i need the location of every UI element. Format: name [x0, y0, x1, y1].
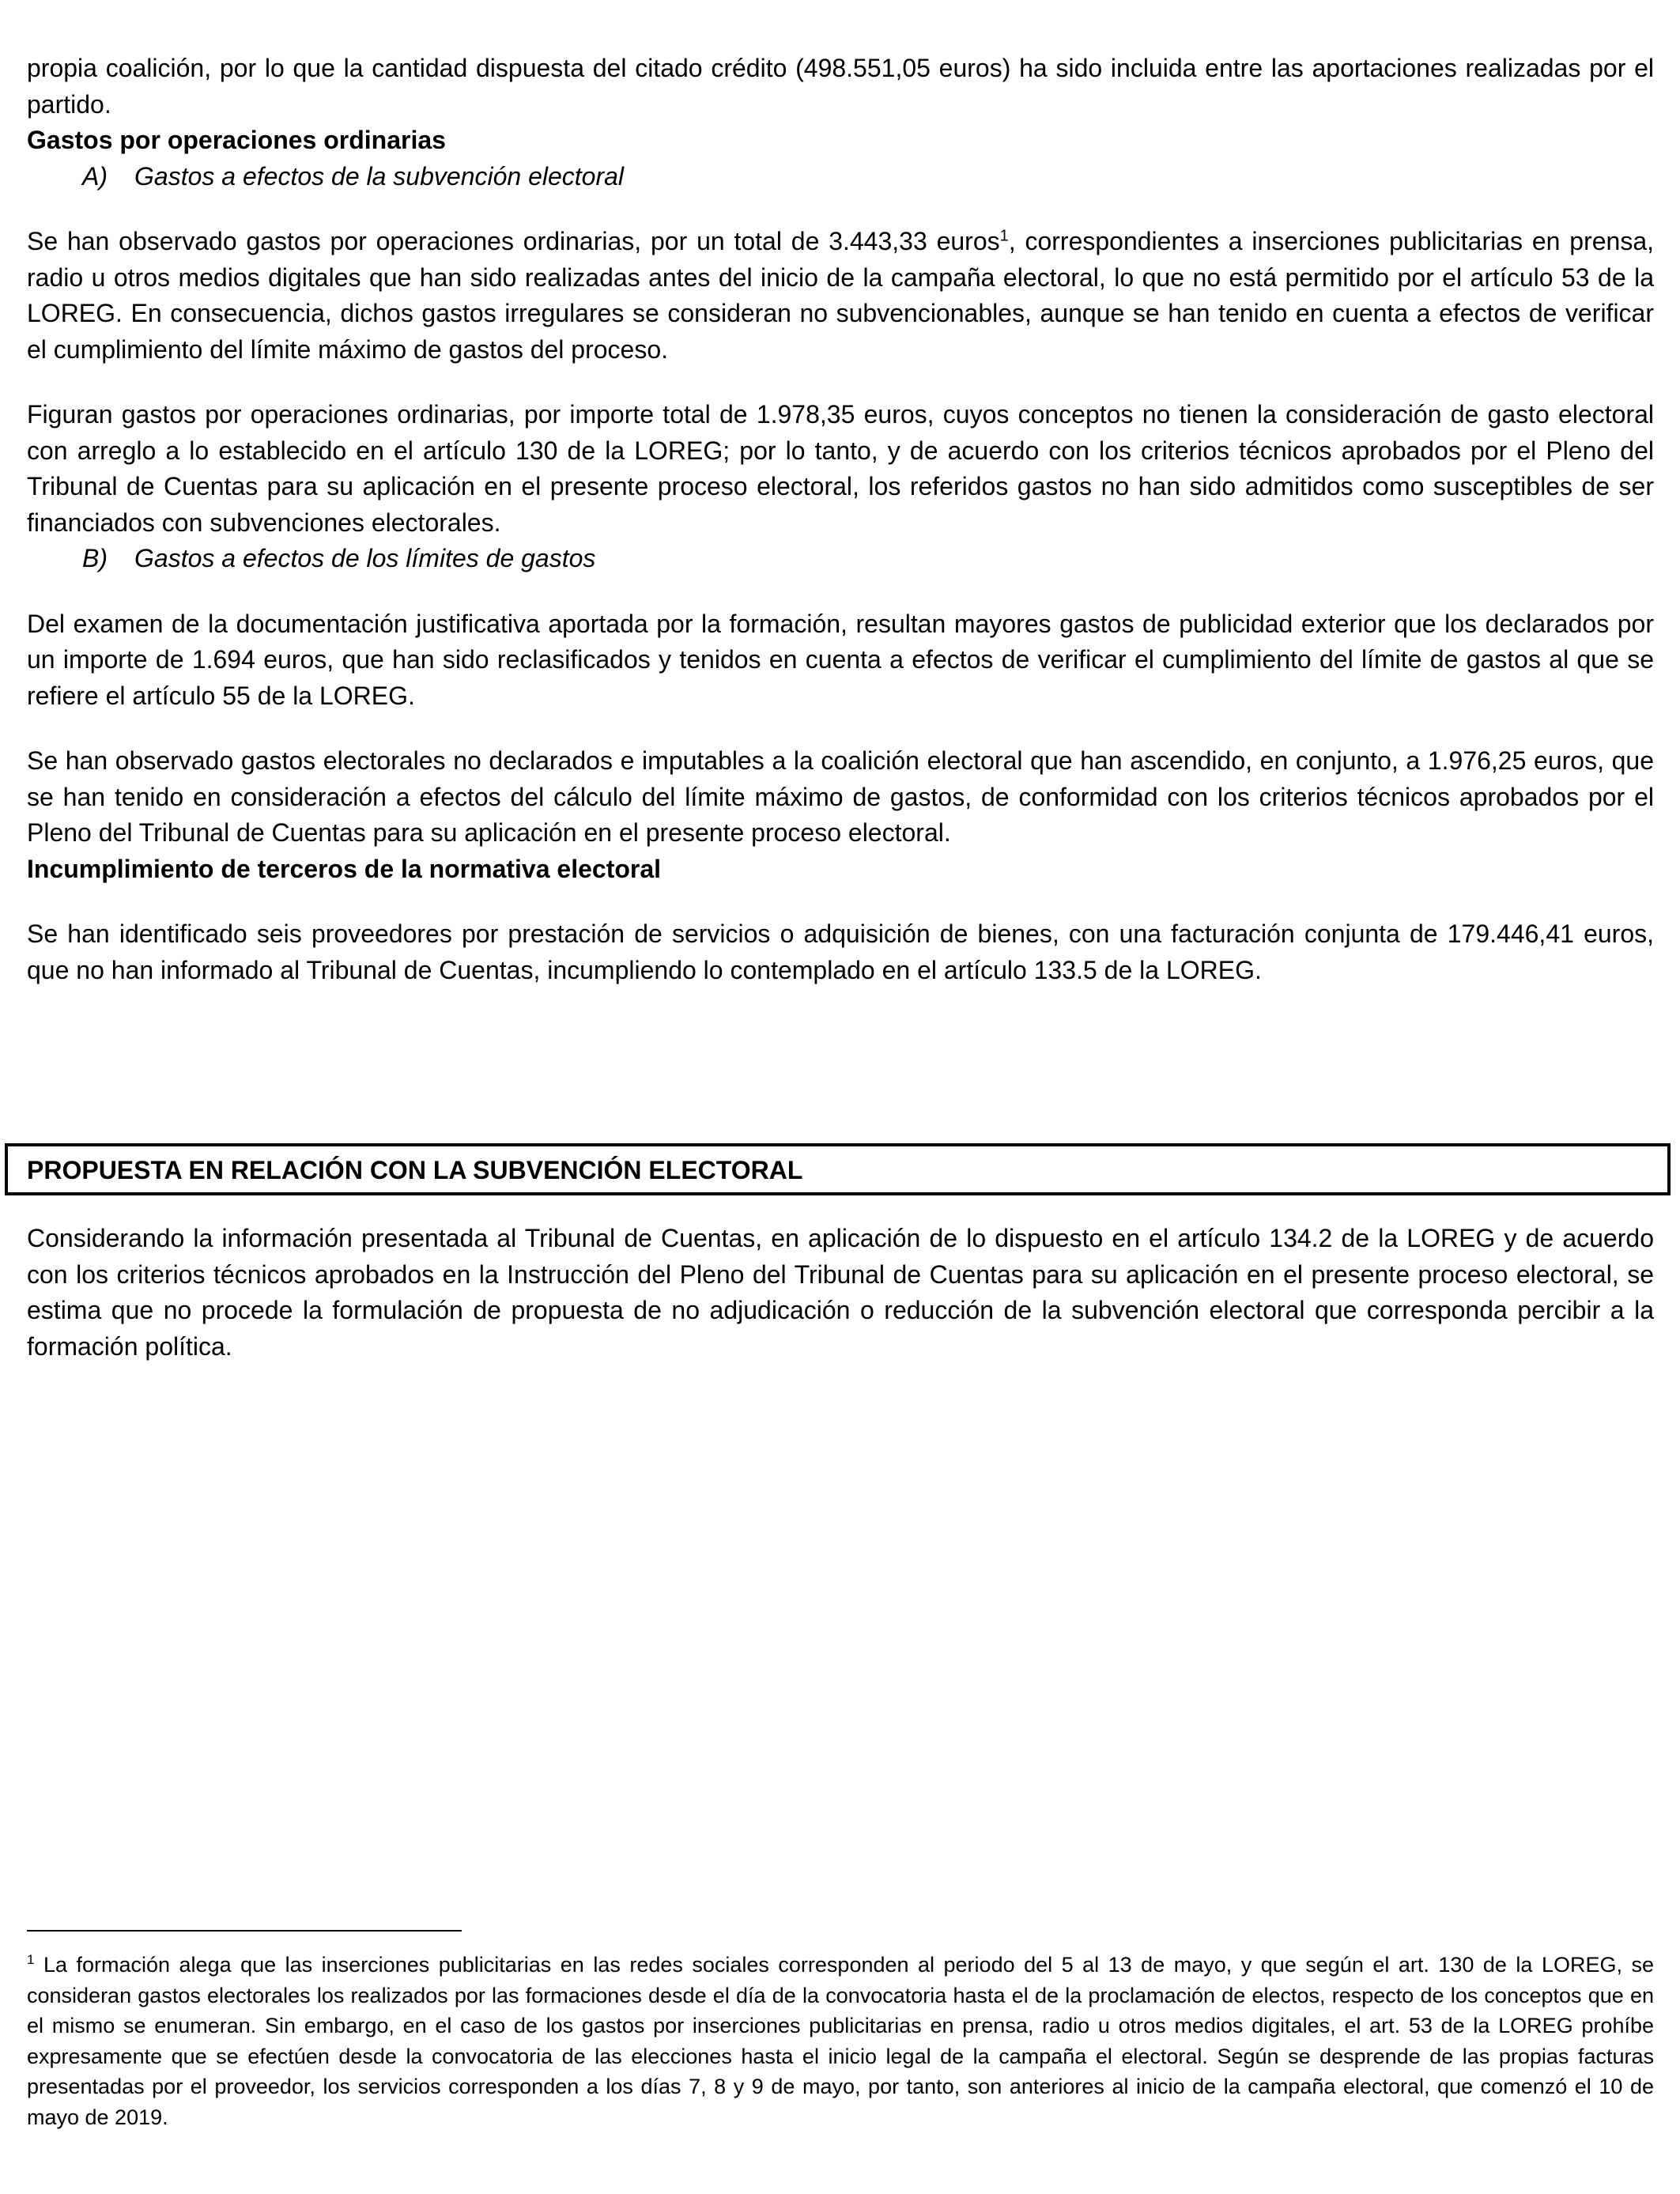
- paragraph-text: Se han observado gastos por operaciones ordinarias, por un total de 3.443,33 euros: [27, 227, 1000, 255]
- paragraph-irregular-expenses: [27, 224, 1654, 368]
- paragraph-suppliers: Se han identificado seis proveedores por prestación de servicios o adquisición de bienes, con una facturación conjunta de 179.446,41 euros, que no han informado al Tribunal de Cuentas, incumpliendo lo contemplado en el artículo 133.5 de la LOREG.: [27, 920, 1654, 984]
- paragraph-text: , correspondientes a inserciones publicitarias en prensa, radio u otros medios digitales que han sido realizadas antes del inicio de la campaña electoral, lo que no está permitido por el artículo 53 de la LOREG. En consecuencia, dichos gastos irregulares se consideran no subvencionables, aunque se han tenido en cuenta a efectos de verificar el cumplimiento del límite máximo de gastos del proceso.: [27, 227, 1654, 364]
- paragraph-coalition-credit: propia coalición, por lo que la cantidad dispuesta del citado crédito (498.551,05 euros) ha sido incluida entre las aportaciones realizadas por el partido.: [27, 54, 1654, 119]
- footnote: [27, 1950, 1654, 2132]
- paragraph-outdoor-advertising: Del examen de la documentación justificativa aportada por la formación, resultan mayores gastos de publicidad exterior que los declarados por un importe de 1.694 euros, que han sido reclasificados y tenidos en cuenta a efectos de verificar el cumplimiento del límite de gastos al que se refiere el artículo 55 de la LOREG.: [27, 609, 1654, 710]
- paragraph-non-eligible-expenses: Figuran gastos por operaciones ordinarias, por importe total de 1.978,35 euros, cuyos conceptos no tienen la consideración de gasto electoral con arreglo a lo establecido en el artículo 130 de la LOREG; por lo tanto, y de acuerdo con los criterios técnicos aprobados por el Pleno del Tribunal de Cuentas para su aplicación en el presente proceso electoral, los referidos gastos no han sido admitidos como susceptibles de ser financiados con subvenciones electorales.: [27, 400, 1654, 537]
- boxed-section-heading: [5, 1143, 1671, 1195]
- subheading-subsidy-purposes: [27, 159, 1654, 195]
- section-heading-ordinary-expenses: Gastos por operaciones ordinarias: [27, 126, 446, 154]
- paragraph-undeclared-expenses: Se han observado gastos electorales no declarados e imputables a la coalición electoral que han ascendido, en conjunto, a 1.976,25 euros, que se han tenido en consideración a efectos del cálculo del límite máximo de gastos, de conformidad con los criterios técnicos aprobados por el Pleno del Tribunal de Cuentas para su aplicación en el presente proceso electoral.: [27, 746, 1654, 847]
- subheading-letter: A): [82, 161, 108, 191]
- paragraph-proposal: Considerando la información presentada al Tribunal de Cuentas, en aplicación de lo dispuesto en el artículo 134.2 de la LOREG y de acuerdo con los criterios técnicos aprobados en la Instrucción del Pleno del Tribunal de Cuentas para su aplicación en el presente proceso electoral, se estima que no procede la formulación de propuesta de no adjudicación o reducción de la subvención electoral que corresponda percibir a la formación política.: [27, 1224, 1654, 1361]
- section-heading-third-party-noncompliance: Incumplimiento de terceros de la normativa electoral: [27, 854, 662, 883]
- footnote-text: La formación alega que las inserciones publicitarias en las redes sociales corresponden al periodo del 5 al 13 de mayo, y que según el art. 130 de la LOREG, se consideran gastos electorales los realizados por las formaciones desde el día de la convocatoria hasta el de la proclamación de electos, respecto de los conceptos que en el mismo se enumeran. Sin embargo, en el caso de los gastos por inserciones publicitarias en prensa, radio u otros medios digitales, el art. 53 de la LOREG prohíbe expresamente que se efectúen desde la convocatoria de las elecciones hasta el inicio legal de la campaña el electoral. Según se desprende de las propias facturas presentadas por el proveedor, los servicios corresponden a los días 7, 8 y 9 de mayo, por tanto, son anteriores al inicio de la campaña electoral, que comenzó el 10 de mayo de 2019.: [27, 1953, 1654, 2129]
- boxed-heading-text: PROPUESTA EN RELACIÓN CON LA SUBVENCIÓN ELECTORAL: [27, 1156, 803, 1184]
- document-body: [27, 51, 1654, 988]
- subheading-text: Gastos a efectos de los límites de gastos: [134, 544, 596, 572]
- footnote-mark: 1: [27, 1952, 35, 1967]
- footnote-separator: [27, 1930, 462, 1932]
- footnote-reference: 1: [999, 227, 1009, 245]
- subheading-expense-limits: [27, 541, 1654, 577]
- subheading-text: Gastos a efectos de la subvención electoral: [134, 161, 625, 191]
- subheading-letter: B): [82, 544, 108, 572]
